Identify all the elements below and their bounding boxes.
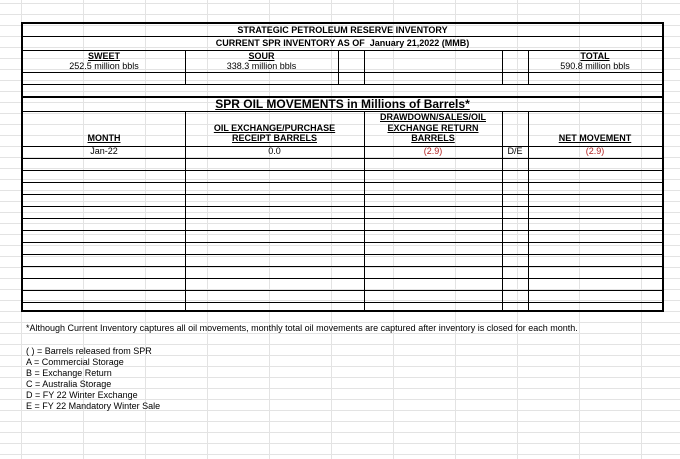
col-divider <box>502 111 503 310</box>
inventory-date: January 21,2022 (MMB) <box>369 38 470 48</box>
row-divider <box>23 84 662 85</box>
inventory-date-line <box>23 38 662 48</box>
table-title: STRATEGIC PETROLEUM RESERVE INVENTORY <box>237 25 448 35</box>
net-movement-header: NET MOVEMENT <box>558 133 632 143</box>
legend-item: ( ) = Barrels released from SPR <box>26 346 152 356</box>
sour-label: SOUR <box>248 51 275 61</box>
row-divider <box>23 230 662 231</box>
sweet-label: SWEET <box>87 51 120 61</box>
row-divider <box>23 242 662 243</box>
col-divider <box>364 50 365 84</box>
footnote: *Although Current Inventory captures all oil movements, monthly total oil movements are captured after inventory is closed for each month. <box>26 323 578 333</box>
row-drawdown: (2.9) <box>423 146 443 156</box>
sour-value: 338.3 million bbls <box>226 61 297 71</box>
total-label: TOTAL <box>580 51 610 61</box>
row-divider <box>23 111 662 112</box>
legend-item: E = FY 22 Mandatory Winter Sale <box>26 401 161 411</box>
receipt-header-line2: RECEIPT BARRELS <box>231 133 317 143</box>
drawdown-header-line1: DRAWDOWN/SALES/OIL <box>380 112 486 122</box>
row-receipt: 0.0 <box>268 146 281 156</box>
month-header: MONTH <box>87 133 121 143</box>
row-net-movement: (2.9) <box>585 146 605 156</box>
col-divider <box>502 50 503 84</box>
row-month: Jan-22 <box>90 146 118 156</box>
row-divider <box>23 170 662 171</box>
col-divider <box>338 50 339 84</box>
inventory-date-prefix: CURRENT SPR INVENTORY AS OF <box>215 38 365 48</box>
row-divider <box>23 266 662 267</box>
row-divider <box>23 194 662 195</box>
sweet-value: 252.5 million bbls <box>69 61 139 71</box>
total-value: 590.8 million bbls <box>560 61 630 71</box>
legend-item: A = Commercial Storage <box>26 357 124 367</box>
legend-item: C = Australia Storage <box>26 379 112 389</box>
movements-title: SPR OIL MOVEMENTS in Millions of Barrels* <box>215 97 470 111</box>
row-divider <box>23 290 662 291</box>
drawdown-header-line3: BARRELS <box>411 133 455 143</box>
row-divider <box>23 158 662 159</box>
row-divider <box>23 302 662 303</box>
legend-item: B = Exchange Return <box>26 368 112 378</box>
row-divider <box>23 206 662 207</box>
row-divider <box>23 36 662 37</box>
receipt-header-line1: OIL EXCHANGE/PURCHASE <box>213 123 336 133</box>
spr-inventory-table <box>21 22 664 312</box>
drawdown-header-line2: EXCHANGE RETURN <box>387 123 479 133</box>
row-divider <box>23 182 662 183</box>
legend-item: D = FY 22 Winter Exchange <box>26 390 138 400</box>
row-divider <box>23 278 662 279</box>
row-code: D/E <box>507 146 523 156</box>
row-divider <box>23 254 662 255</box>
row-divider <box>23 72 662 73</box>
row-divider <box>23 218 662 219</box>
